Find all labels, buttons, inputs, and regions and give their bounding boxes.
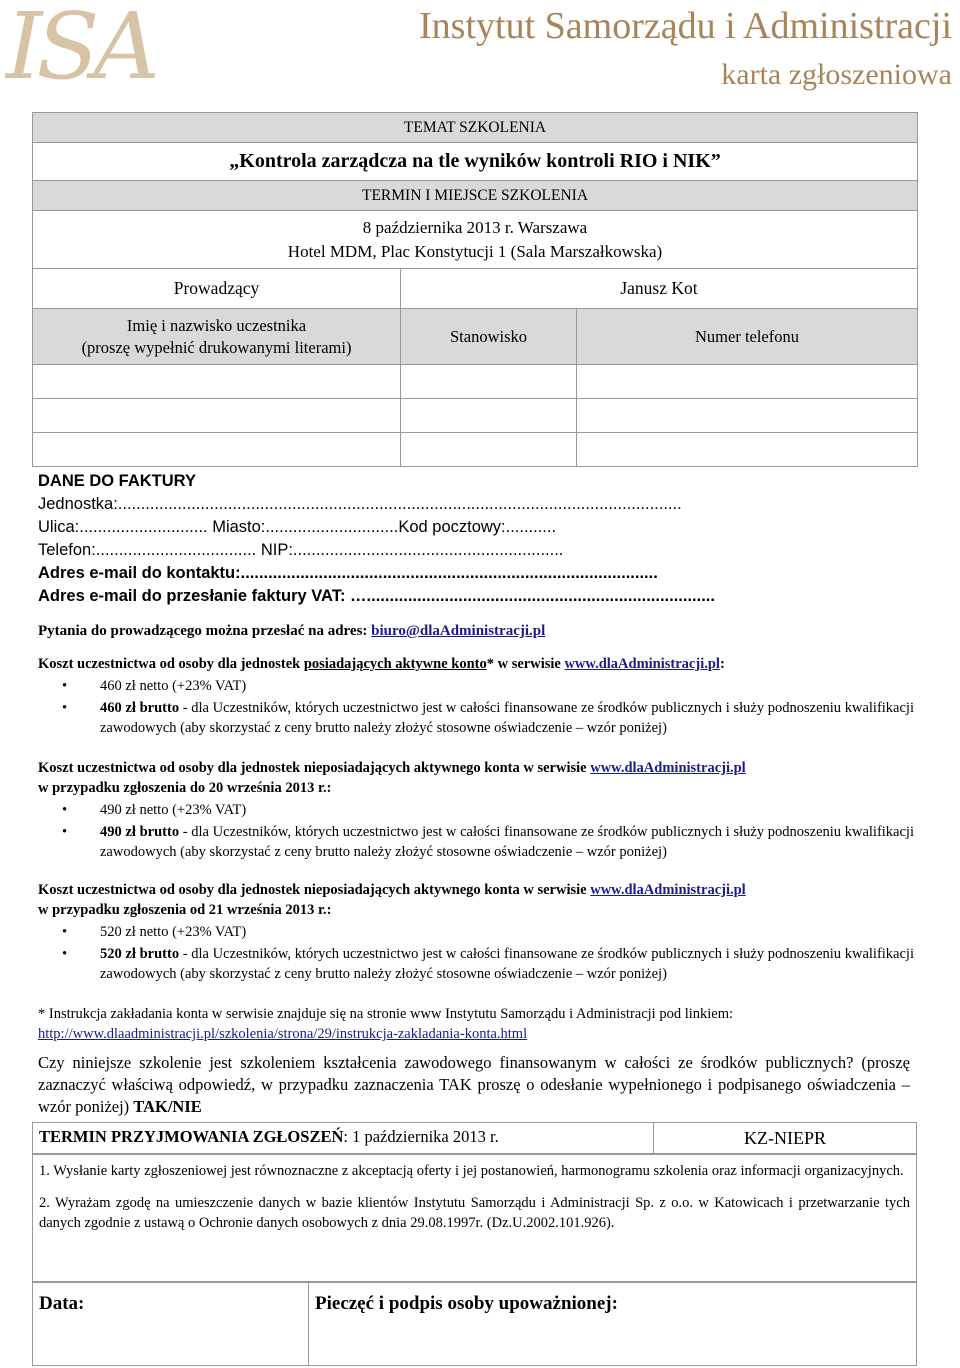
- isa-logo: [0, 0, 280, 100]
- cost3-deadline: w przypadku zgłoszenia od 21 września 2013 r.:: [38, 902, 332, 918]
- training-topic: „Kontrola zarządcza na tle wyników kontroli RIO i NIK”: [33, 143, 918, 181]
- cost1-gross-price: [62, 698, 914, 738]
- questions-email-link[interactable]: biuro@dlaAdministracji.pl: [371, 623, 546, 639]
- cost1-gross-desc: - dla Uczestników, których uczestnictwo jest w całości finansowane ze środków publicznych i służy podnoszeniu kwalifikacji zawodowych (aby skorzystać z ceny brutto należy złożyć stosowne oświadczenie – wzór poniżej): [100, 700, 914, 736]
- col-position: Stanowisko: [401, 309, 577, 365]
- questions-text: Pytania do prowadzącego można przesłać na adres:: [38, 623, 372, 639]
- cost2-deadline: w przypadku zgłoszenia do 20 września 2013 r.:: [38, 780, 332, 796]
- deadline-label: TERMIN PRZYJMOWANIA ZGŁOSZEŃ: [39, 1127, 344, 1146]
- participant-name-field[interactable]: [33, 365, 401, 399]
- invoice-contact-email-line[interactable]: Adres e-mail do kontaktu:...........................................................................................: [38, 564, 658, 582]
- instructor-label: Prowadzący: [33, 269, 401, 309]
- training-venue: Hotel MDM, Plac Konstytucji 1 (Sala Marszałkowska): [287, 241, 663, 261]
- invoice-unit-line[interactable]: Jednostka:...........................................................................................................................: [38, 495, 682, 513]
- date-field[interactable]: [33, 1283, 309, 1365]
- instruction-text: * Instrukcja zakładania konta w serwisie znajduje się na stronie www Instytutu Samorządu i Administracji pod linkiem:: [38, 1006, 734, 1022]
- cost3-gross-desc: - dla Uczestników, których uczestnictwo jest w całości finansowane ze środków publicznych i służy podnoszeniu kwalifikacji zawodowych (aby skorzystać z ceny brutto należy złożyć stosowne oświadczenie – wzór poniżej): [100, 946, 914, 982]
- participant-position-field[interactable]: [401, 433, 577, 467]
- stamp-label: Pieczęć i podpis osoby upoważnionej:: [315, 1293, 618, 1314]
- col-phone: Numer telefonu: [577, 309, 918, 365]
- topic-header: TEMAT SZKOLENIA: [33, 113, 918, 143]
- cost3-intro: Koszt uczestnictwa od osoby dla jednostek nieposiadających aktywnego konta w serwisie: [38, 882, 591, 898]
- training-date-city: 8 października 2013 r. Warszawa: [362, 217, 588, 237]
- cost1-intro-b: * w serwisie: [486, 656, 565, 672]
- cost1-net-price: • 460 zł netto (+23% VAT): [62, 676, 914, 696]
- date-label: Data:: [39, 1293, 85, 1314]
- cost2-gross-bold: 490 zł brutto: [100, 824, 180, 840]
- participant-name-field[interactable]: [33, 399, 401, 433]
- form-code: KZ-NIEPR: [744, 1128, 826, 1148]
- cost3-gross-price: [62, 944, 914, 984]
- col-participant-name: [33, 309, 401, 365]
- cost-section-active: [38, 654, 914, 740]
- funding-answer-options[interactable]: TAK/NIE: [133, 1097, 202, 1116]
- consent-1: 1. Wysłanie karty zgłoszeniowej jest równoznaczne z akceptacją oferty i jej postanowień, harmonogramu szkolenia oraz informacji organizacyjnych.: [39, 1163, 904, 1179]
- cost3-net-price: • 520 zł netto (+23% VAT): [62, 922, 914, 942]
- questions-line: [38, 623, 545, 640]
- participant-row: [33, 433, 918, 467]
- deadline-box: [32, 1122, 917, 1154]
- svg-text:ISA: ISA: [6, 0, 154, 100]
- cost-section-early: [38, 758, 914, 864]
- participant-phone-field[interactable]: [577, 399, 918, 433]
- invoice-address-line[interactable]: Ulica:............................ Miasto:.............................Kod pocztowy:...........: [38, 518, 557, 536]
- funding-question-text: Czy niniejsze szkolenie jest szkoleniem kształcenia zawodowego finansowanym w całości ze środków publicznych? (proszę zaznaczyć właściwą odpowiedź, w przypadku zaznaczenia TAK proszę o odesłanie wypełnionego i podpisanego oświadczenia – wzór poniżej): [38, 1053, 910, 1116]
- instruction-link[interactable]: http://www.dlaadministracji.pl/szkolenia/strona/29/instrukcja-zakladania-konta.html: [38, 1026, 528, 1042]
- funding-question: [38, 1052, 910, 1118]
- participant-position-field[interactable]: [401, 399, 577, 433]
- stamp-signature-field[interactable]: [309, 1283, 916, 1365]
- signature-box: [32, 1282, 917, 1366]
- participant-name-field[interactable]: [33, 433, 401, 467]
- col-name-line1: Imię i nazwisko uczestnika: [126, 315, 307, 335]
- cost3-gross-bold: 520 zł brutto: [100, 946, 180, 962]
- form-name: karta zgłoszeniowa: [721, 58, 952, 91]
- cost1-site-link[interactable]: www.dlaAdministracji.pl: [564, 656, 720, 672]
- cost-section-late: [38, 880, 914, 986]
- consent-2: 2. Wyrażam zgodę na umieszczenie danych w bazie klientów Instytutu Samorządu i Administracji Sp. z o.o. w Katowicach i przetwarzanie tych danych zgodnie z ustawą o Ochronie danych osobowych z dnia 29.08.1997r. (Dz.U.2002.101.926).: [39, 1195, 910, 1231]
- cost2-net-price: • 490 zł netto (+23% VAT): [62, 800, 914, 820]
- cost3-site-link[interactable]: www.dlaAdministracji.pl: [590, 882, 746, 898]
- deadline-value: : 1 października 2013 r.: [343, 1127, 499, 1146]
- instructor-name: Janusz Kot: [401, 269, 918, 309]
- isa-logo-graphic: [0, 0, 280, 100]
- account-instruction: [38, 1004, 914, 1044]
- invoice-vat-email-line[interactable]: Adres e-mail do przesłanie faktury VAT: …............................................................................: [38, 587, 715, 605]
- cost2-gross-price: [62, 822, 914, 862]
- invoice-heading: DANE DO FAKTURY: [38, 472, 196, 490]
- participant-row: [33, 399, 918, 433]
- invoice-section: [38, 470, 898, 608]
- cost2-intro: Koszt uczestnictwa od osoby dla jednostek nieposiadających aktywnego konta w serwisie: [38, 760, 591, 776]
- date-place-header: TERMIN I MIEJSCE SZKOLENIA: [33, 181, 918, 211]
- cost2-site-link[interactable]: www.dlaAdministracji.pl: [590, 760, 746, 776]
- participant-phone-field[interactable]: [577, 433, 918, 467]
- cost1-intro-c: :: [719, 656, 725, 672]
- col-name-line2: (proszę wypełnić drukowanymi literami): [81, 337, 352, 357]
- cost1-intro: Koszt uczestnictwa od osoby dla jednostek: [38, 656, 304, 672]
- cost1-intro-underlined: posiadających aktywne konto: [303, 656, 487, 672]
- cost1-gross-bold: 460 zł brutto: [100, 700, 180, 716]
- institute-name: Instytut Samorządu i Administracji: [419, 5, 952, 47]
- participant-position-field[interactable]: [401, 365, 577, 399]
- participant-row: [33, 365, 918, 399]
- date-place-cell: [33, 211, 918, 269]
- deadline-cell: [33, 1123, 654, 1153]
- invoice-phone-nip-line[interactable]: Telefon:................................... NIP:...........................................................: [38, 541, 564, 559]
- participant-phone-field[interactable]: [577, 365, 918, 399]
- consents-box: [32, 1154, 917, 1282]
- training-table: [32, 112, 918, 467]
- cost2-gross-desc: - dla Uczestników, których uczestnictwo jest w całości finansowane ze środków publicznych i służy podnoszeniu kwalifikacji zawodowych (aby skorzystać z ceny brutto należy złożyć stosowne oświadczenie – wzór poniżej): [100, 824, 914, 860]
